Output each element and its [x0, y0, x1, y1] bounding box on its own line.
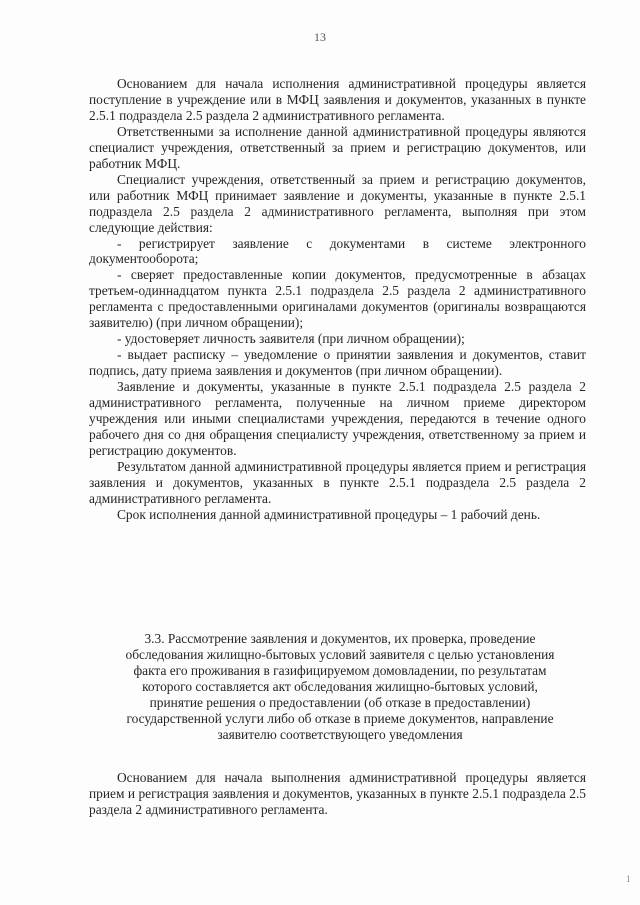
heading-line: которого составляется акт обследования жилищно-бытовых условий,	[142, 678, 538, 694]
paragraph: Срок исполнения данной административной процедуры – 1 рабочий день.	[117, 506, 541, 522]
heading-line: факта его проживания в газифицируемом домовладении, по результатам	[133, 662, 547, 678]
list-item: - выдает расписку – уведомление о принятии заявления и документов, ставит подпись, дату приема заявления и документов (при личном обращении).	[89, 347, 586, 379]
heading-line: обследования жилищно-бытовых условий заявителя с целью установления	[125, 646, 555, 662]
paragraph: Заявление и документы, указанные в пункте 2.5.1 подраздела 2.5 раздела 2 административного регламента, полученные на личном приеме директором учреждения или иными специалистами учреждения, передаются в течение одного рабочего дня со дня обращения специалисту учреждения, ответственному за прием и регистрацию документов.	[89, 379, 586, 458]
body-text-continued	[89, 770, 586, 818]
body-text	[89, 76, 586, 523]
paragraph: Специалист учреждения, ответственный за прием и регистрацию документов, или работник МФЦ принимает заявление и документы, указанные в пункте 2.5.1 подраздела 2.5 раздела 2 административного регламента, выполняя при этом следующие действия:	[89, 171, 586, 235]
heading-line: 3.3. Рассмотрение заявления и документов, их проверка, проведение	[144, 631, 536, 646]
page-number: 13	[314, 30, 326, 44]
paragraph: Основанием для начала выполнения административной процедуры является прием и регистрация заявления и документов, указанных в пункте 2.5.1 подраздела 2.5 раздела 2 административного регламента.	[89, 770, 586, 817]
heading-line: заявителю соответствующего уведомления	[217, 726, 463, 742]
list-item: - сверяет предоставленные копии документов, предусмотренные в абзацах третьем-одиннадцатом пункта 2.5.1 подраздела 2.5 раздела 2 административного регламента с предоставленными оригиналами документов (оригиналы возвращаются заявителю) (при личном обращении);	[89, 267, 586, 331]
section-heading	[96, 631, 584, 743]
list-item: - регистрирует заявление с документами в системе электронного документооборота;	[89, 235, 586, 267]
heading-line: государственной услуги либо об отказе в приеме документов, направление	[126, 710, 554, 726]
heading-line: принятие решения о предоставлении (об отказе в предоставлении)	[149, 694, 531, 710]
paragraph: Основанием для начала исполнения административной процедуры является поступление в учреждение или в МФЦ заявления и документов, указанных в пункте 2.5.1 подраздела 2.5 раздела 2 административного регламента.	[89, 76, 586, 123]
paragraph: Ответственными за исполнение данной административной процедуры являются специалист учреждения, ответственный за прием и регистрацию документов, или работник МФЦ.	[89, 123, 586, 171]
list-item: - удостоверяет личность заявителя (при личном обращении);	[117, 331, 465, 347]
corner-mark: 1	[626, 874, 631, 884]
paragraph: Результатом данной административной процедуры является прием и регистрация заявления и документов, указанных в пункте 2.5.1 подраздела 2.5 раздела 2 административного регламента.	[89, 458, 586, 506]
